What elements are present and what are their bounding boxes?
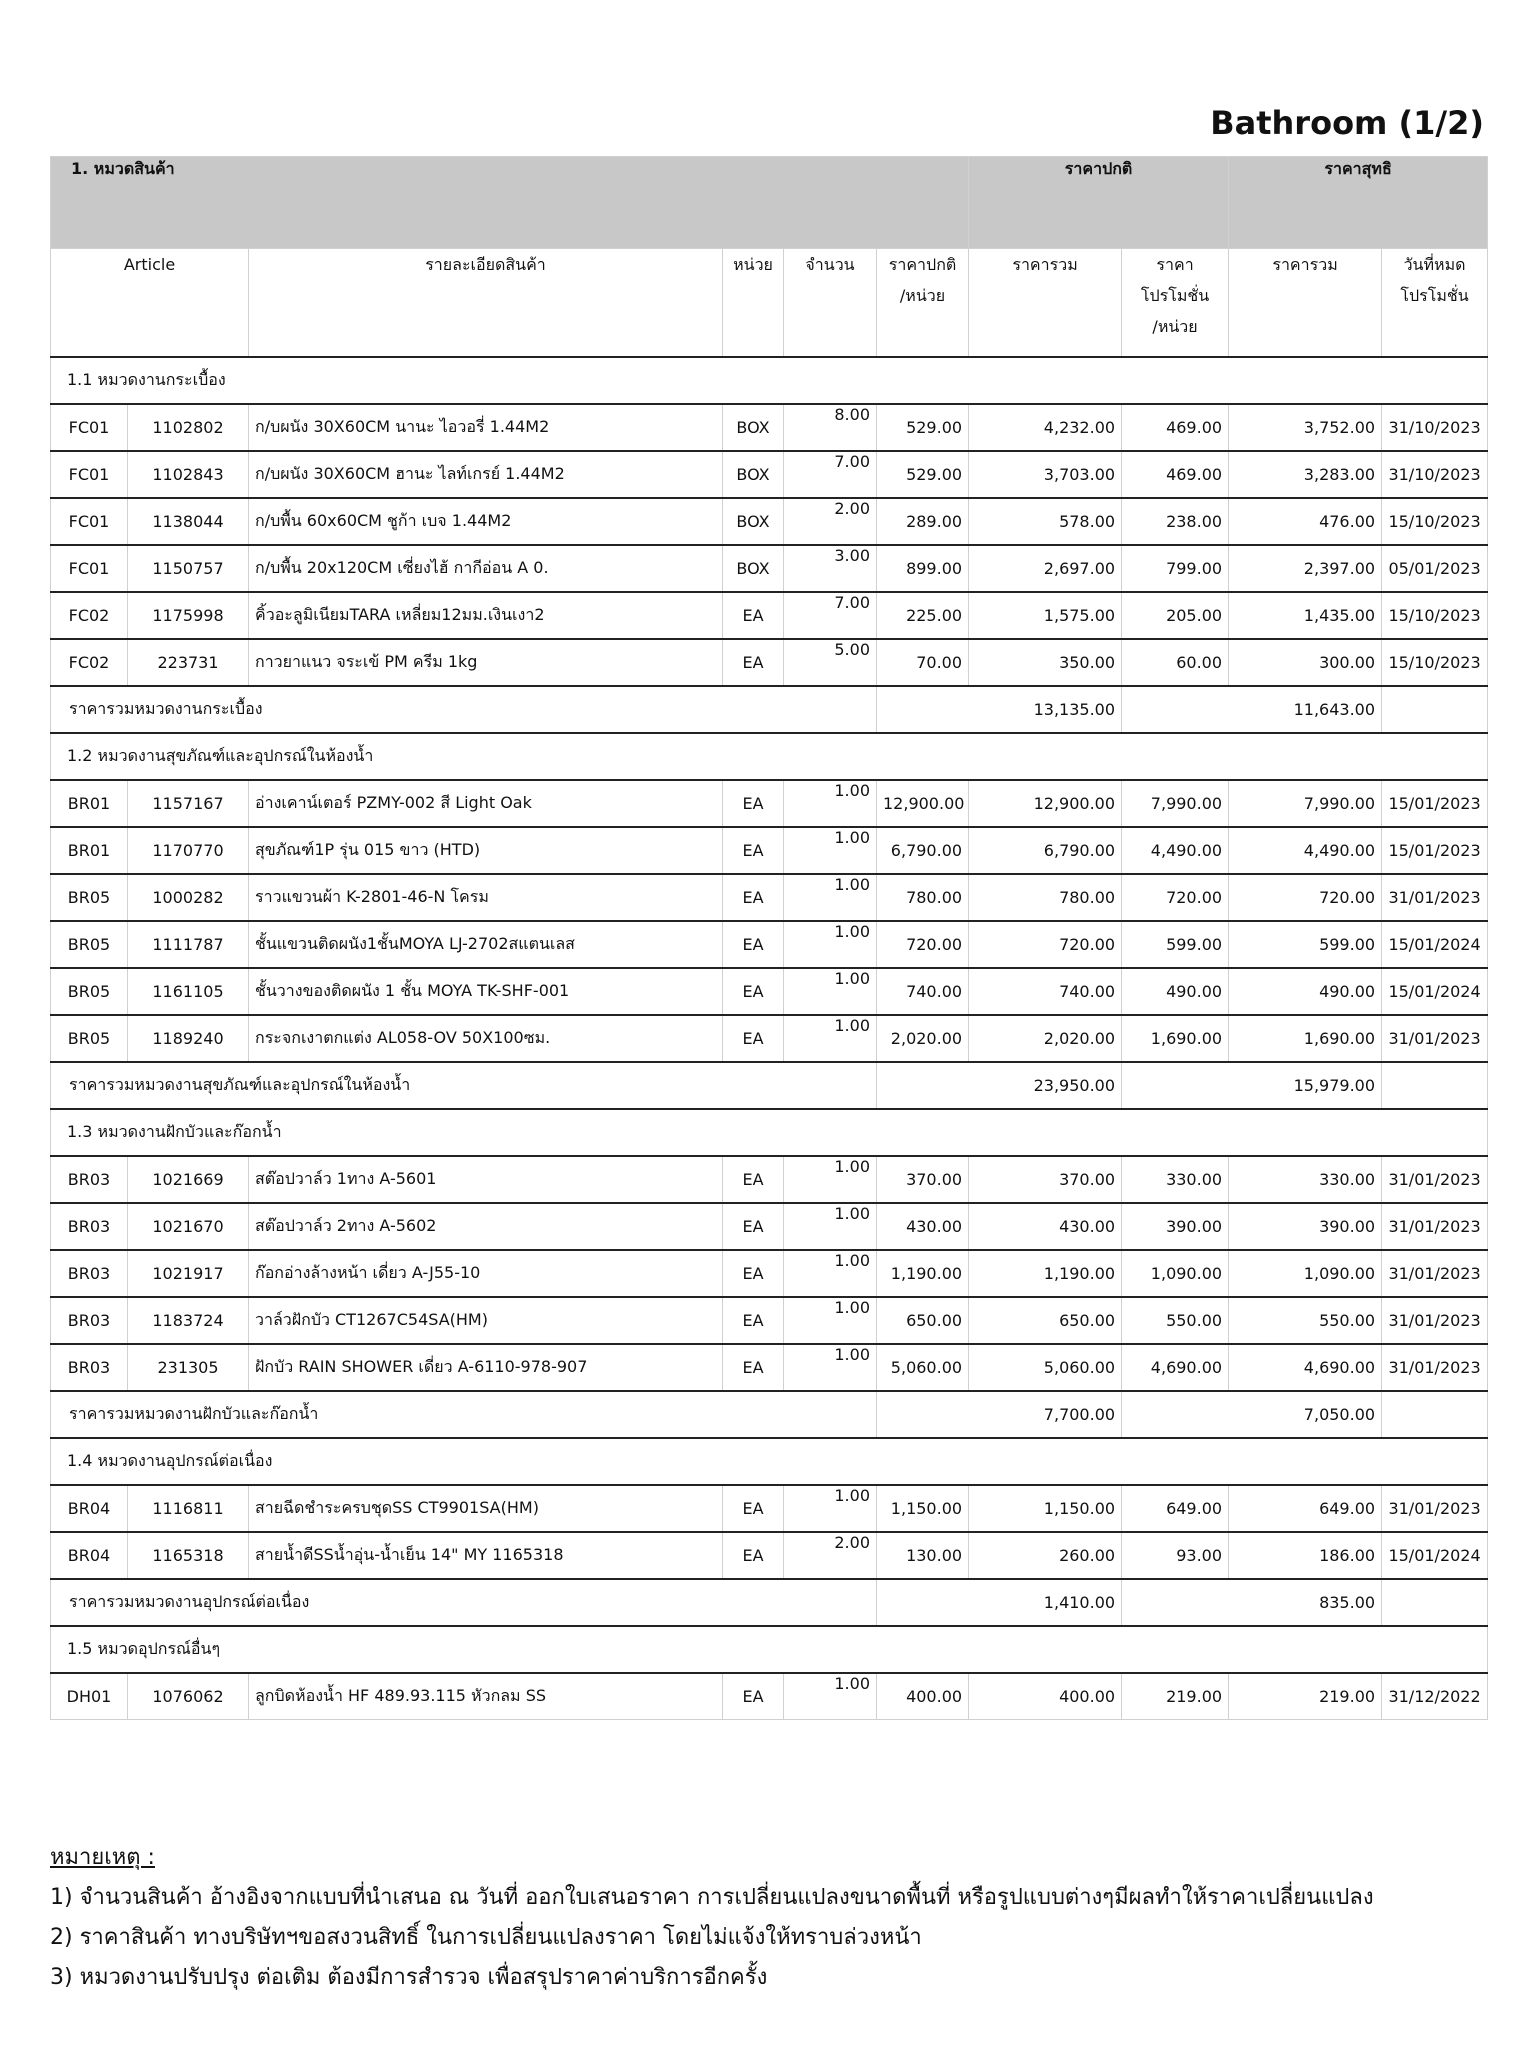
cell-code: FC02 xyxy=(51,639,128,686)
subtotal-empty-cell xyxy=(1382,686,1488,733)
cell-unit: EA xyxy=(723,1015,784,1062)
cell-unit: EA xyxy=(723,1297,784,1344)
cell-qty: 1.00 xyxy=(784,1156,877,1203)
cell-qty: 1.00 xyxy=(784,968,877,1015)
table-row xyxy=(51,1344,1488,1391)
cell-unit: EA xyxy=(723,968,784,1015)
cell-description: ก/บผนัง 30X60CM นานะ ไอวอรี่ 1.44M2 xyxy=(249,404,723,451)
cell-unit: BOX xyxy=(723,498,784,545)
table-row xyxy=(51,545,1488,592)
cell-total: 3,703.00 xyxy=(969,451,1122,498)
cell-unit-price: 289.00 xyxy=(877,498,969,545)
cell-article: 1021917 xyxy=(128,1250,249,1297)
cell-unit-price: 650.00 xyxy=(877,1297,969,1344)
subtotal-net: 7,050.00 xyxy=(1122,1391,1382,1438)
col-promo-end-label-1: วันที่หมด xyxy=(1403,255,1466,274)
cell-total: 370.00 xyxy=(969,1156,1122,1203)
table-row xyxy=(51,1673,1488,1720)
cell-promo-price: 390.00 xyxy=(1122,1203,1229,1250)
cell-unit: EA xyxy=(723,1203,784,1250)
cell-unit-price: 899.00 xyxy=(877,545,969,592)
cell-total: 260.00 xyxy=(969,1532,1122,1579)
cell-promo-end: 31/01/2023 xyxy=(1382,1156,1488,1203)
regular-price-header: ราคาปกติ xyxy=(969,157,1229,249)
section-header-row xyxy=(51,1109,1488,1156)
cell-qty: 2.00 xyxy=(784,498,877,545)
cell-unit-price: 430.00 xyxy=(877,1203,969,1250)
cell-unit: BOX xyxy=(723,404,784,451)
section-title: 1.4 หมวดงานอุปกรณ์ต่อเนื่อง xyxy=(51,1438,1488,1485)
cell-total: 1,150.00 xyxy=(969,1485,1122,1532)
subtotal-empty-cell xyxy=(1382,1579,1488,1626)
cell-unit: EA xyxy=(723,780,784,827)
col-article-label: Article xyxy=(123,255,176,274)
cell-promo-price: 7,990.00 xyxy=(1122,780,1229,827)
subtotal-empty-cell xyxy=(1382,1062,1488,1109)
cell-qty: 1.00 xyxy=(784,1015,877,1062)
note-line-3: 3) หมวดงานปรับปรุง ต่อเติม ต้องมีการสำรวจ เพื่อสรุปราคาค่าบริการอีกครั้ง xyxy=(50,1965,768,1990)
cell-unit-price: 529.00 xyxy=(877,404,969,451)
cell-article: 1170770 xyxy=(128,827,249,874)
cell-promo-total: 550.00 xyxy=(1229,1297,1382,1344)
cell-total: 578.00 xyxy=(969,498,1122,545)
group-header-row xyxy=(51,157,1488,249)
note-line-1: 1) จำนวนสินค้า อ้างอิงจากแบบที่นำเสนอ ณ วันที่ ออกใบเสนอราคา การเปลี่ยนแปลงขนาดพื้นที่ หรือรูปแบบต่างๆมีผลทำให้ราคาเปลี่ยนแปลง xyxy=(50,1885,1374,1910)
cell-qty: 1.00 xyxy=(784,780,877,827)
cell-total: 740.00 xyxy=(969,968,1122,1015)
section-header-row xyxy=(51,1438,1488,1485)
cell-code: FC02 xyxy=(51,592,128,639)
cell-total: 1,575.00 xyxy=(969,592,1122,639)
cell-code: DH01 xyxy=(51,1673,128,1720)
col-description xyxy=(249,249,723,357)
cell-code: BR04 xyxy=(51,1532,128,1579)
col-total-label: ราคารวม xyxy=(1012,255,1078,274)
cell-article: 1150757 xyxy=(128,545,249,592)
cell-promo-end: 15/10/2023 xyxy=(1382,592,1488,639)
net-price-header: ราคาสุทธิ xyxy=(1229,157,1488,249)
note-line-2: 2) ราคาสินค้า ทางบริษัทฯขอสงวนสิทธิ์ ในการเปลี่ยนแปลงราคา โดยไม่แจ้งให้ทราบล่วงหน้า xyxy=(50,1925,922,1950)
cell-promo-total: 1,690.00 xyxy=(1229,1015,1382,1062)
cell-promo-price: 490.00 xyxy=(1122,968,1229,1015)
cell-promo-total: 2,397.00 xyxy=(1229,545,1382,592)
col-promo-price xyxy=(1122,249,1229,357)
subtotal-row xyxy=(51,686,1488,733)
table-row xyxy=(51,639,1488,686)
cell-unit-price: 1,190.00 xyxy=(877,1250,969,1297)
cell-code: BR03 xyxy=(51,1156,128,1203)
cell-unit-price: 225.00 xyxy=(877,592,969,639)
subtotal-net: 835.00 xyxy=(1122,1579,1382,1626)
cell-promo-end: 15/01/2023 xyxy=(1382,780,1488,827)
cell-total: 780.00 xyxy=(969,874,1122,921)
cell-code: BR03 xyxy=(51,1297,128,1344)
table-row xyxy=(51,1485,1488,1532)
cell-promo-price: 1,690.00 xyxy=(1122,1015,1229,1062)
subtotal-label: ราคารวมหมวดงานฝักบัวและก๊อกน้ำ xyxy=(51,1391,877,1438)
cell-promo-total: 1,090.00 xyxy=(1229,1250,1382,1297)
cell-unit: EA xyxy=(723,1344,784,1391)
cell-code: BR01 xyxy=(51,780,128,827)
table-row xyxy=(51,1156,1488,1203)
cell-description: คิ้วอะลูมิเนียมTARA เหลี่ยม12มม.เงินเงา2 xyxy=(249,592,723,639)
cell-total: 350.00 xyxy=(969,639,1122,686)
cell-total: 2,697.00 xyxy=(969,545,1122,592)
cell-promo-total: 219.00 xyxy=(1229,1673,1382,1720)
subtotal-row xyxy=(51,1062,1488,1109)
col-qty-label: จำนวน xyxy=(805,255,855,274)
cell-unit-price: 720.00 xyxy=(877,921,969,968)
cell-promo-price: 4,490.00 xyxy=(1122,827,1229,874)
cell-promo-total: 300.00 xyxy=(1229,639,1382,686)
cell-promo-end: 15/01/2024 xyxy=(1382,968,1488,1015)
table-row xyxy=(51,1297,1488,1344)
cell-description: สต๊อปวาล์ว 2ทาง A-5602 xyxy=(249,1203,723,1250)
cell-description: ฝักบัว RAIN SHOWER เดี่ยว A-6110-978-907 xyxy=(249,1344,723,1391)
cell-promo-total: 4,490.00 xyxy=(1229,827,1382,874)
cell-description: สายน้ำดีSSน้ำอุ่น-น้ำเย็น 14" MY 1165318 xyxy=(249,1532,723,1579)
cell-promo-end: 31/01/2023 xyxy=(1382,1015,1488,1062)
cell-promo-end: 31/10/2023 xyxy=(1382,451,1488,498)
cell-qty: 1.00 xyxy=(784,1344,877,1391)
table-row xyxy=(51,874,1488,921)
table-row xyxy=(51,1532,1488,1579)
cell-unit-price: 740.00 xyxy=(877,968,969,1015)
subtotal-net: 15,979.00 xyxy=(1122,1062,1382,1109)
cell-promo-price: 649.00 xyxy=(1122,1485,1229,1532)
subtotal-regular: 7,700.00 xyxy=(877,1391,1122,1438)
cell-promo-end: 15/10/2023 xyxy=(1382,639,1488,686)
cell-qty: 5.00 xyxy=(784,639,877,686)
cell-description: ลูกบิดห้องน้ำ HF 489.93.115 หัวกลม SS xyxy=(249,1673,723,1720)
table-row xyxy=(51,780,1488,827)
cell-promo-total: 3,752.00 xyxy=(1229,404,1382,451)
cell-total: 5,060.00 xyxy=(969,1344,1122,1391)
col-description-label: รายละเอียดสินค้า xyxy=(425,255,546,274)
cell-unit: EA xyxy=(723,639,784,686)
column-header-row xyxy=(51,249,1488,357)
cell-unit: EA xyxy=(723,1250,784,1297)
cell-article: 1161105 xyxy=(128,968,249,1015)
table-row xyxy=(51,1250,1488,1297)
cell-code: BR05 xyxy=(51,874,128,921)
cell-code: BR05 xyxy=(51,968,128,1015)
section-title: 1.2 หมวดงานสุขภัณฑ์และอุปกรณ์ในห้องน้ำ xyxy=(51,733,1488,780)
cell-code: BR03 xyxy=(51,1203,128,1250)
cell-unit-price: 2,020.00 xyxy=(877,1015,969,1062)
cell-promo-price: 599.00 xyxy=(1122,921,1229,968)
cell-description: ก/บพื้น 20x120CM เซี่ยงไฮ้ กากีอ่อน A 0. xyxy=(249,545,723,592)
cell-promo-price: 4,690.00 xyxy=(1122,1344,1229,1391)
cell-description: ก/บผนัง 30X60CM ฮานะ ไลท์เกรย์ 1.44M2 xyxy=(249,451,723,498)
cell-qty: 7.00 xyxy=(784,451,877,498)
cell-qty: 1.00 xyxy=(784,874,877,921)
col-qty xyxy=(784,249,877,357)
cell-total: 2,020.00 xyxy=(969,1015,1122,1062)
cell-unit-price: 529.00 xyxy=(877,451,969,498)
cell-promo-end: 31/01/2023 xyxy=(1382,1485,1488,1532)
cell-description: กาวยาแนว จระเข้ PM ครีม 1kg xyxy=(249,639,723,686)
price-table xyxy=(50,156,1488,1720)
cell-promo-price: 93.00 xyxy=(1122,1532,1229,1579)
cell-total: 650.00 xyxy=(969,1297,1122,1344)
cell-code: FC01 xyxy=(51,545,128,592)
cell-code: BR03 xyxy=(51,1250,128,1297)
cell-promo-end: 15/01/2024 xyxy=(1382,921,1488,968)
cell-article: 1021670 xyxy=(128,1203,249,1250)
cell-unit: EA xyxy=(723,874,784,921)
cell-total: 4,232.00 xyxy=(969,404,1122,451)
cell-description: ก/บพื้น 60x60CM ชูก้า เบจ 1.44M2 xyxy=(249,498,723,545)
cell-description: สต๊อปวาล์ว 1ทาง A-5601 xyxy=(249,1156,723,1203)
cell-article: 1102843 xyxy=(128,451,249,498)
cell-article: 1138044 xyxy=(128,498,249,545)
cell-description: กระจกเงาตกแต่ง AL058-OV 50X100ซม. xyxy=(249,1015,723,1062)
cell-total: 12,900.00 xyxy=(969,780,1122,827)
cell-promo-price: 205.00 xyxy=(1122,592,1229,639)
col-promo-total xyxy=(1229,249,1382,357)
col-promo-label-3: /หน่วย xyxy=(1152,317,1198,336)
subtotal-row xyxy=(51,1391,1488,1438)
cell-description: อ่างเคาน์เตอร์ PZMY-002 สี Light Oak xyxy=(249,780,723,827)
cell-code: BR04 xyxy=(51,1485,128,1532)
cell-description: สุขภัณฑ์1P รุ่น 015 ขาว (HTD) xyxy=(249,827,723,874)
cell-description: ราวแขวนผ้า K-2801-46-N โครม xyxy=(249,874,723,921)
cell-code: BR05 xyxy=(51,1015,128,1062)
cell-code: BR01 xyxy=(51,827,128,874)
table-row xyxy=(51,1203,1488,1250)
cell-promo-price: 330.00 xyxy=(1122,1156,1229,1203)
col-unit-price-label-1: ราคาปกติ xyxy=(888,255,957,274)
section-title: 1.5 หมวดอุปกรณ์อื่นๆ xyxy=(51,1626,1488,1673)
subtotal-net: 11,643.00 xyxy=(1122,686,1382,733)
cell-code: BR05 xyxy=(51,921,128,968)
cell-unit-price: 6,790.00 xyxy=(877,827,969,874)
subtotal-regular: 1,410.00 xyxy=(877,1579,1122,1626)
cell-description: วาล์วฝักบัว CT1267C54SA(HM) xyxy=(249,1297,723,1344)
cell-promo-end: 31/10/2023 xyxy=(1382,404,1488,451)
cell-qty: 1.00 xyxy=(784,1297,877,1344)
cell-unit: EA xyxy=(723,921,784,968)
cell-total: 720.00 xyxy=(969,921,1122,968)
cell-qty: 1.00 xyxy=(784,827,877,874)
subtotal-label: ราคารวมหมวดงานสุขภัณฑ์และอุปกรณ์ในห้องน้ำ xyxy=(51,1062,877,1109)
cell-promo-total: 599.00 xyxy=(1229,921,1382,968)
cell-promo-end: 31/01/2023 xyxy=(1382,874,1488,921)
section-header-row xyxy=(51,1626,1488,1673)
cell-unit-price: 780.00 xyxy=(877,874,969,921)
cell-code: FC01 xyxy=(51,498,128,545)
subtotal-row xyxy=(51,1579,1488,1626)
cell-unit-price: 370.00 xyxy=(877,1156,969,1203)
section-title: 1.3 หมวดงานฝักบัวและก๊อกน้ำ xyxy=(51,1109,1488,1156)
col-promo-total-label: ราคารวม xyxy=(1272,255,1338,274)
table-row xyxy=(51,451,1488,498)
cell-promo-end: 31/01/2023 xyxy=(1382,1297,1488,1344)
cell-promo-total: 390.00 xyxy=(1229,1203,1382,1250)
col-total xyxy=(969,249,1122,357)
subtotal-label: ราคารวมหมวดงานอุปกรณ์ต่อเนื่อง xyxy=(51,1579,877,1626)
subtotal-regular: 13,135.00 xyxy=(877,686,1122,733)
cell-promo-total: 3,283.00 xyxy=(1229,451,1382,498)
cell-unit: EA xyxy=(723,592,784,639)
cell-promo-end: 31/12/2022 xyxy=(1382,1673,1488,1720)
section-header-row xyxy=(51,357,1488,404)
cell-promo-price: 469.00 xyxy=(1122,404,1229,451)
cell-article: 1076062 xyxy=(128,1673,249,1720)
cell-unit: EA xyxy=(723,1485,784,1532)
table-row xyxy=(51,921,1488,968)
cell-description: ก๊อกอ่างล้างหน้า เดี่ยว A-J55-10 xyxy=(249,1250,723,1297)
subtotal-empty-cell xyxy=(1382,1391,1488,1438)
cell-promo-total: 330.00 xyxy=(1229,1156,1382,1203)
cell-total: 1,190.00 xyxy=(969,1250,1122,1297)
col-promo-label-1: ราคา xyxy=(1156,255,1194,274)
cell-qty: 7.00 xyxy=(784,592,877,639)
cell-unit-price: 130.00 xyxy=(877,1532,969,1579)
cell-promo-price: 60.00 xyxy=(1122,639,1229,686)
cell-unit-price: 1,150.00 xyxy=(877,1485,969,1532)
cell-article: 231305 xyxy=(128,1344,249,1391)
col-unit-price xyxy=(877,249,969,357)
col-promo-label-2: โปรโมชั่น xyxy=(1140,286,1210,305)
col-promo-end xyxy=(1382,249,1488,357)
title-page-indicator: (1/2) xyxy=(1398,104,1484,142)
cell-qty: 2.00 xyxy=(784,1532,877,1579)
cell-total: 400.00 xyxy=(969,1673,1122,1720)
cell-unit: BOX xyxy=(723,451,784,498)
category-header: 1. หมวดสินค้า xyxy=(51,157,969,249)
cell-qty: 8.00 xyxy=(784,404,877,451)
cell-promo-end: 15/01/2023 xyxy=(1382,827,1488,874)
table-row xyxy=(51,968,1488,1015)
cell-unit: EA xyxy=(723,1156,784,1203)
table-row xyxy=(51,1015,1488,1062)
cell-promo-total: 649.00 xyxy=(1229,1485,1382,1532)
cell-unit: EA xyxy=(723,827,784,874)
cell-article: 1000282 xyxy=(128,874,249,921)
cell-promo-end: 31/01/2023 xyxy=(1382,1250,1488,1297)
cell-total: 6,790.00 xyxy=(969,827,1122,874)
cell-promo-end: 31/01/2023 xyxy=(1382,1203,1488,1250)
cell-code: FC01 xyxy=(51,451,128,498)
cell-unit: BOX xyxy=(723,545,784,592)
cell-description: ชั้นแขวนติดผนัง1ชั้นMOYA LJ-2702สแตนเลส xyxy=(249,921,723,968)
subtotal-label: ราคารวมหมวดงานกระเบื้อง xyxy=(51,686,877,733)
cell-promo-end: 05/01/2023 xyxy=(1382,545,1488,592)
page-title xyxy=(1210,104,1484,142)
col-unit xyxy=(723,249,784,357)
cell-qty: 3.00 xyxy=(784,545,877,592)
cell-promo-total: 1,435.00 xyxy=(1229,592,1382,639)
cell-article: 1165318 xyxy=(128,1532,249,1579)
cell-promo-end: 15/10/2023 xyxy=(1382,498,1488,545)
notes-heading: หมายเหตุ : xyxy=(50,1845,155,1870)
section-header-row xyxy=(51,733,1488,780)
table-row xyxy=(51,404,1488,451)
cell-article: 1111787 xyxy=(128,921,249,968)
cell-promo-price: 550.00 xyxy=(1122,1297,1229,1344)
cell-qty: 1.00 xyxy=(784,1203,877,1250)
cell-unit-price: 12,900.00 xyxy=(877,780,969,827)
cell-promo-price: 799.00 xyxy=(1122,545,1229,592)
cell-article: 1175998 xyxy=(128,592,249,639)
cell-promo-total: 4,690.00 xyxy=(1229,1344,1382,1391)
col-unit-price-label-2: /หน่วย xyxy=(899,286,946,305)
cell-description: ชั้นวางของติดผนัง 1 ชั้น MOYA TK-SHF-001 xyxy=(249,968,723,1015)
cell-promo-price: 1,090.00 xyxy=(1122,1250,1229,1297)
col-unit-label: หน่วย xyxy=(733,255,773,274)
section-title: 1.1 หมวดงานกระเบื้อง xyxy=(51,357,1488,404)
cell-qty: 1.00 xyxy=(784,1485,877,1532)
cell-article: 1021669 xyxy=(128,1156,249,1203)
cell-promo-price: 219.00 xyxy=(1122,1673,1229,1720)
cell-promo-total: 720.00 xyxy=(1229,874,1382,921)
cell-code: FC01 xyxy=(51,404,128,451)
cell-unit: EA xyxy=(723,1673,784,1720)
cell-description: สายฉีดชำระครบชุดSS CT9901SA(HM) xyxy=(249,1485,723,1532)
cell-article: 223731 xyxy=(128,639,249,686)
cell-article: 1157167 xyxy=(128,780,249,827)
cell-promo-end: 15/01/2024 xyxy=(1382,1532,1488,1579)
cell-article: 1102802 xyxy=(128,404,249,451)
cell-promo-end: 31/01/2023 xyxy=(1382,1344,1488,1391)
cell-unit-price: 400.00 xyxy=(877,1673,969,1720)
notes-section xyxy=(50,1838,1374,1998)
table-row xyxy=(51,827,1488,874)
title-text: Bathroom xyxy=(1210,104,1388,142)
cell-unit-price: 70.00 xyxy=(877,639,969,686)
cell-qty: 1.00 xyxy=(784,921,877,968)
subtotal-regular: 23,950.00 xyxy=(877,1062,1122,1109)
cell-code: BR03 xyxy=(51,1344,128,1391)
cell-qty: 1.00 xyxy=(784,1250,877,1297)
col-promo-end-label-2: โปรโมชั่น xyxy=(1400,286,1469,305)
cell-promo-price: 238.00 xyxy=(1122,498,1229,545)
cell-total: 430.00 xyxy=(969,1203,1122,1250)
table-row xyxy=(51,592,1488,639)
cell-unit: EA xyxy=(723,1532,784,1579)
cell-promo-total: 490.00 xyxy=(1229,968,1382,1015)
cell-qty: 1.00 xyxy=(784,1673,877,1720)
cell-promo-total: 7,990.00 xyxy=(1229,780,1382,827)
cell-article: 1183724 xyxy=(128,1297,249,1344)
cell-article: 1189240 xyxy=(128,1015,249,1062)
col-article xyxy=(51,249,249,357)
cell-promo-total: 186.00 xyxy=(1229,1532,1382,1579)
cell-promo-total: 476.00 xyxy=(1229,498,1382,545)
cell-article: 1116811 xyxy=(128,1485,249,1532)
cell-promo-price: 720.00 xyxy=(1122,874,1229,921)
table-row xyxy=(51,498,1488,545)
cell-unit-price: 5,060.00 xyxy=(877,1344,969,1391)
cell-promo-price: 469.00 xyxy=(1122,451,1229,498)
